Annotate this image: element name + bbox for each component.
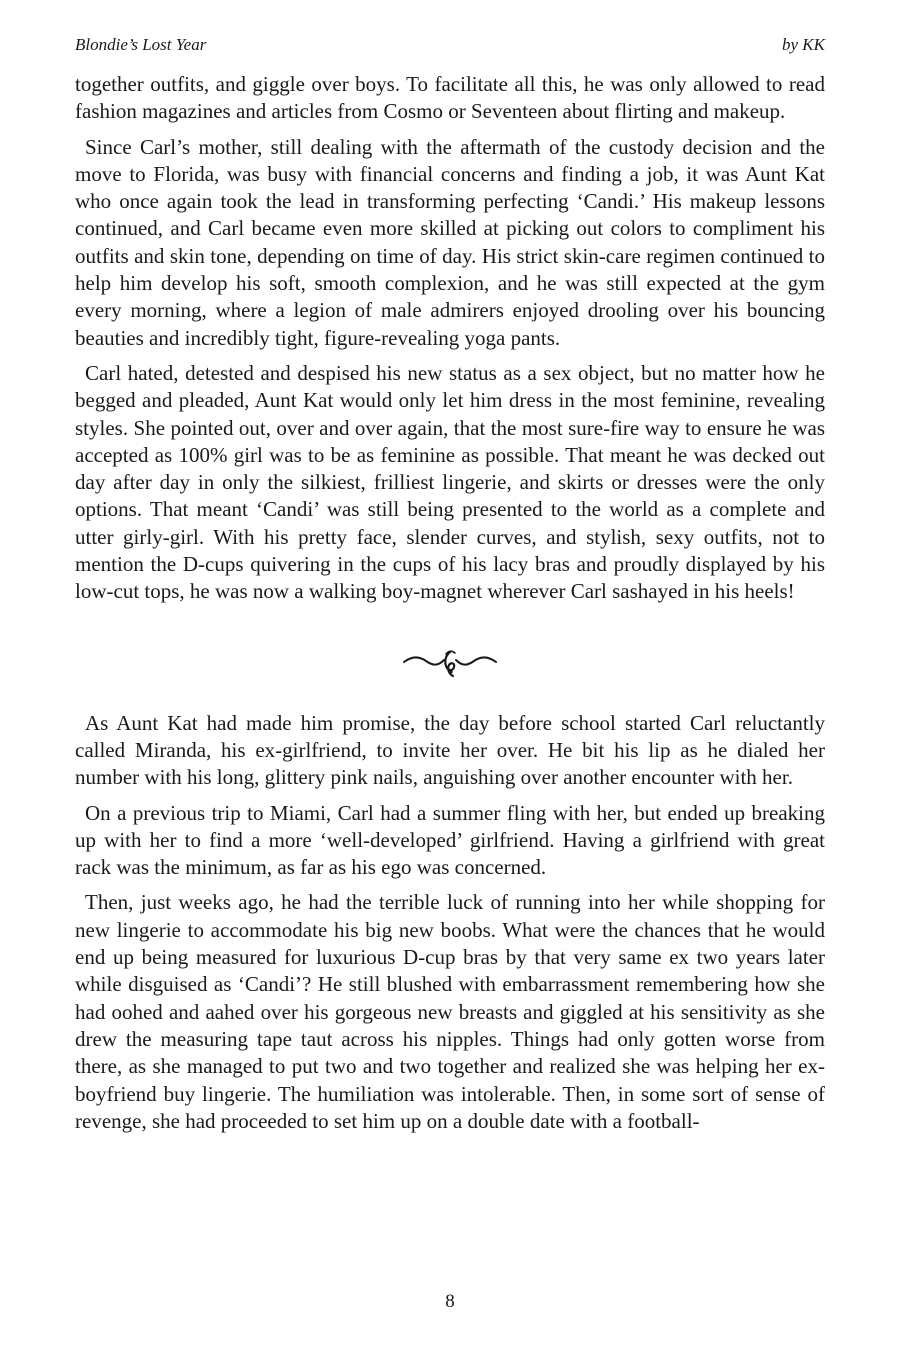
paragraph: Carl hated, detested and despised his new status as a sex object, but no matter how he begged and pleaded, Aunt Kat would only let him dress in the most feminine, revealing styles. She pointed out, over and over again, that the most sure-fire way to ensure he was accepted as 100% girl was to be as feminine as possible. That meant he was decked out day after day in only the silkiest, frilliest lingerie, and skirts or dresses were the only options. That meant ‘Candi’ was still being presented to the world as a complete and utter girly-girl. With his pretty face, slender curves, and stylish, sexy outfits, not to mention the D-cups quivering in the cups of his lacy bras and proudly displayed by his low-cut tops, he was now a walking boy-magnet wherever Carl sashayed in his heels! <box>75 360 825 604</box>
book-title: Blondie’s Lost Year <box>75 35 207 54</box>
book-page <box>75 33 825 1323</box>
page-number: 8 <box>445 1291 455 1312</box>
scene-break-flourish-icon <box>402 645 498 679</box>
paragraph: Since Carl’s mother, still dealing with the aftermath of the custody decision and the move to Florida, was busy with financial concerns and finding a job, it was Aunt Kat who once again took the lead in transforming perfecting ‘Candi.’ His makeup lessons continued, and Carl became even more skilled at picking out colors to compliment his outfits and skin tone, depending on time of day. His strict skin-care regimen continued to help him develop his soft, smooth complexion, and he was still expected at the gym every morning, where a legion of male admirers enjoyed drooling over his bouncing beauties and incredibly tight, figure-revealing yoga pants. <box>75 134 825 350</box>
paragraph: Then, just weeks ago, he had the terrible luck of running into her while shopping for new lingerie to accommodate his big new boobs. What were the chances that he would end up being measured for luxurious D-cup bras by that very same ex two years later while disguised as ‘Candi’? He still blushed with embarrassment remembering how she had oohed and aahed over his gorgeous new breasts and giggled at his sensitivity as she drew the measuring tape taut across his nipples. Things had only gotten worse from there, as she managed to put two and two together and realized she was helping her ex-boyfriend buy lingerie. The humiliation was intolerable. Then, in some sort of sense of revenge, she had proceeded to set him up on a double date with a football- <box>75 890 825 1133</box>
body-text <box>75 71 825 1135</box>
scene-break <box>75 614 825 710</box>
running-header <box>75 33 825 57</box>
paragraph: On a previous trip to Miami, Carl had a summer fling with her, but ended up breaking up with her to find a more ‘well-developed’ girlfriend. Having a girlfriend with great rack was the minimum, as far as his ego was concerned. <box>75 800 825 880</box>
author-name: by KK <box>782 35 825 54</box>
paragraph: As Aunt Kat had made him promise, the day before school started Carl reluctantly called Miranda, his ex-girlfriend, to invite her over. He bit his lip as he dialed her number with his long, glittery pink nails, anguishing over another encounter with her. <box>75 710 825 790</box>
paragraph: together outfits, and giggle over boys. To facilitate all this, he was only allowed to read fashion magazines and articles from Cosmo or Seventeen about flirting and makeup. <box>75 72 825 124</box>
